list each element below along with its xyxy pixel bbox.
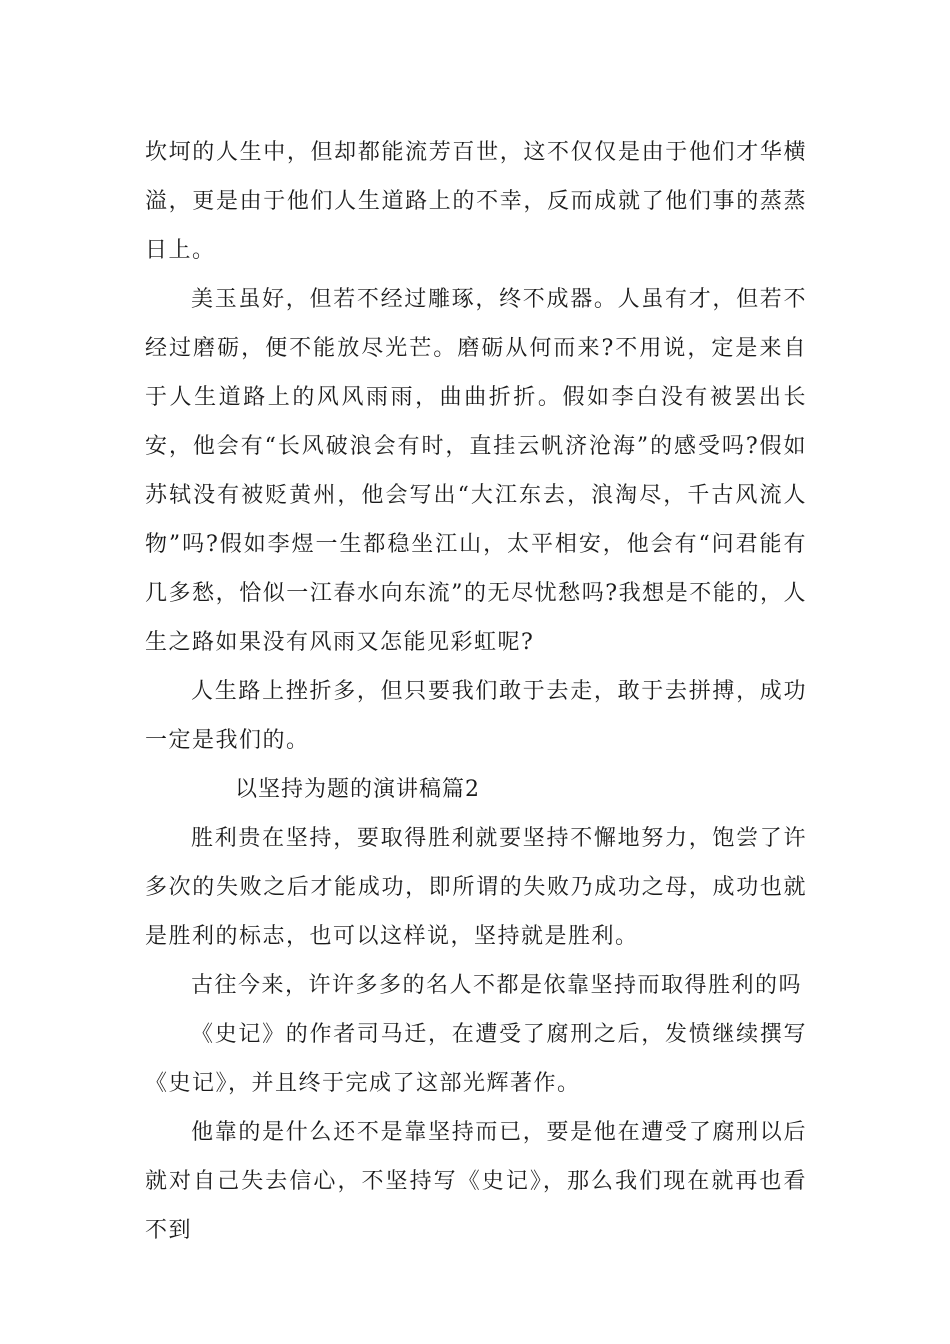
- paragraph-jade: 美玉虽好，但若不经过雕琢，终不成器。人虽有才，但若不经过磨砺，便不能放尽光芒。磨砺从何而来?不用说，定是来自于人生道路上的风风雨雨，曲曲折折。假如李白没有被罢出长安，他会有“长风破浪会有时，直挂云帆济沧海”的感受吗?假如苏轼没有被贬黄州，他会写出“大江东去，浪淘尽，千古风流人物”吗?假如李煜一生都稳坐江山，太平相安，他会有“问君能有几多愁，恰似一江春水向东流”的无尽忧愁吗?我想是不能的，人生之路如果没有风雨又怎能见彩虹呢?: [145, 287, 807, 655]
- paragraph-setbacks: 人生路上挫折多，但只要我们敢于去走，敢于去拼搏，成功一定是我们的。: [145, 679, 807, 753]
- paragraph-continuation: 坎坷的人生中，但却都能流芳百世，这不仅仅是由于他们才华横溢，更是由于他们人生道路上的不幸，反而成就了他们事的蒸蒸日上。: [145, 140, 807, 263]
- paragraph-famous-people: 古往今来，许许多多的名人不都是依靠坚持而取得胜利的吗: [191, 973, 803, 998]
- paragraph-victory: 胜利贵在坚持，要取得胜利就要坚持不懈地努力，饱尝了许多次的失败之后才能成功，即所谓的失败乃成功之母，成功也就是胜利的标志，也可以这样说，坚持就是胜利。: [145, 826, 807, 949]
- section-heading: 以坚持为题的演讲稿篇2: [235, 777, 480, 802]
- paragraph-persistence: 他靠的是什么还不是靠坚持而已，要是他在遭受了腐刑以后就对自己失去信心，不坚持写《史记》，那么我们现在就再也看不到: [145, 1120, 807, 1243]
- document-body: [145, 128, 807, 1255]
- paragraph-sima-qian: 《史记》的作者司马迁，在遭受了腐刑之后，发愤继续撰写《史记》，并且终于完成了这部光辉著作。: [145, 1022, 807, 1096]
